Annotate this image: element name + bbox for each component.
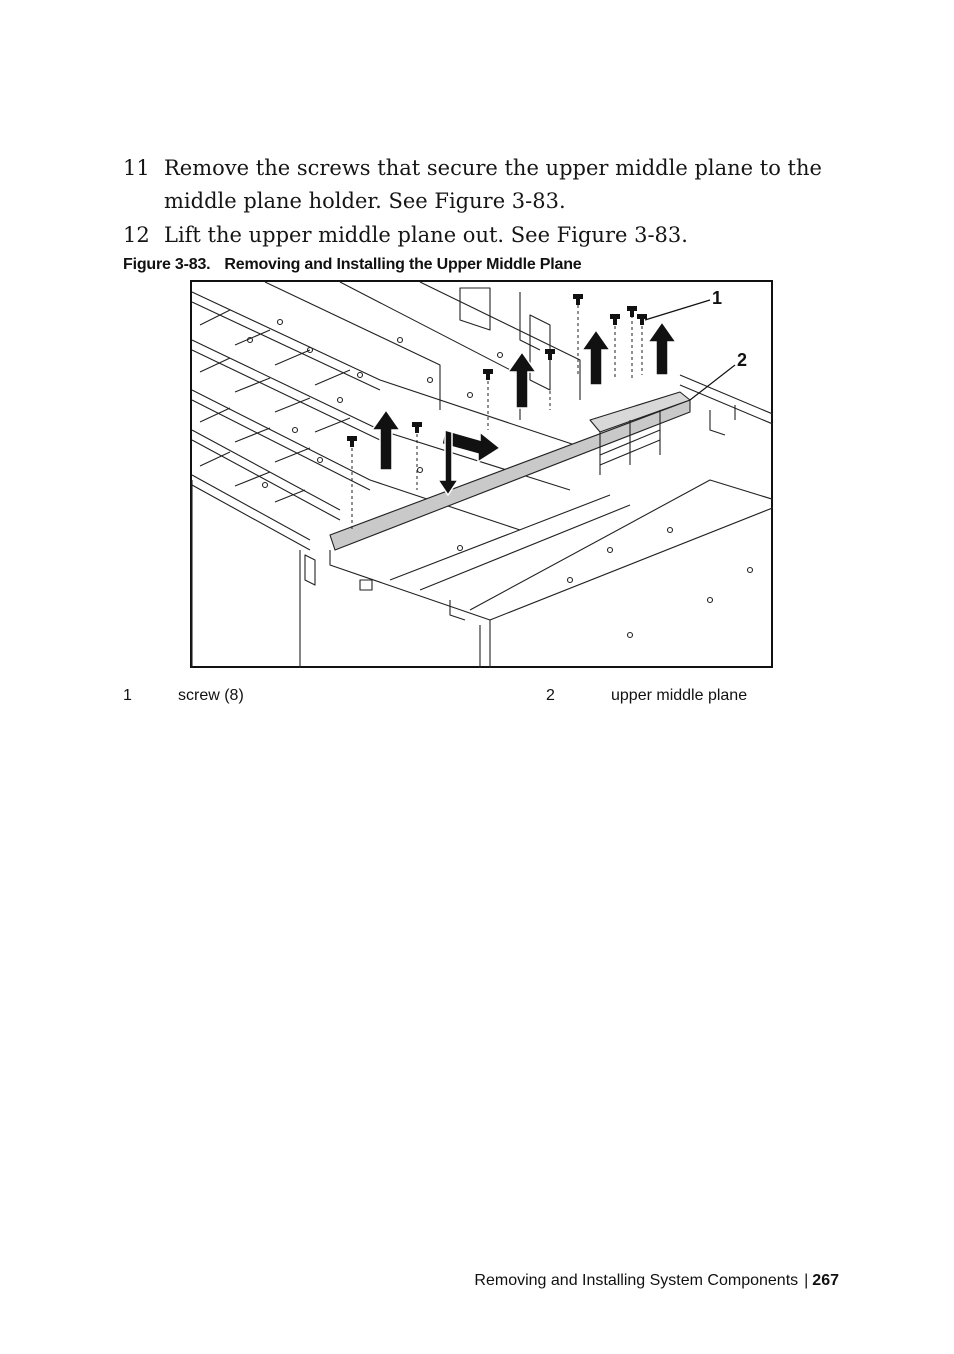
- legend-text-2: upper middle plane: [611, 687, 748, 704]
- callout-2: 2: [737, 350, 748, 370]
- figure-label: Figure 3-83.: [123, 256, 211, 273]
- footer-separator: |: [804, 1272, 809, 1289]
- step-text: Lift the upper middle plane out. See Figure 3-83.: [164, 223, 688, 247]
- figure-caption: [123, 256, 581, 274]
- step-text: Remove the screws that secure the upper middle plane to the middle plane holder. See Figure 3-83.: [164, 156, 822, 213]
- figure-frame: [191, 281, 772, 667]
- legend-number-1: 1: [123, 687, 132, 704]
- callout-1: 1: [712, 288, 723, 308]
- figure-title: Removing and Installing the Upper Middle Plane: [224, 256, 582, 273]
- page-number: 267: [812, 1272, 839, 1289]
- footer-section: Removing and Installing System Components: [474, 1272, 799, 1289]
- step-number: 12: [123, 223, 150, 247]
- figure-illustration: [190, 280, 773, 668]
- legend-text-1: screw (8): [178, 687, 244, 704]
- step-12: [123, 219, 823, 252]
- step-number: 11: [123, 156, 150, 180]
- page-footer: [474, 1272, 839, 1290]
- step-11: [123, 152, 823, 218]
- upper-middle-plane-diagram: [190, 280, 773, 668]
- legend-number-2: 2: [546, 687, 555, 704]
